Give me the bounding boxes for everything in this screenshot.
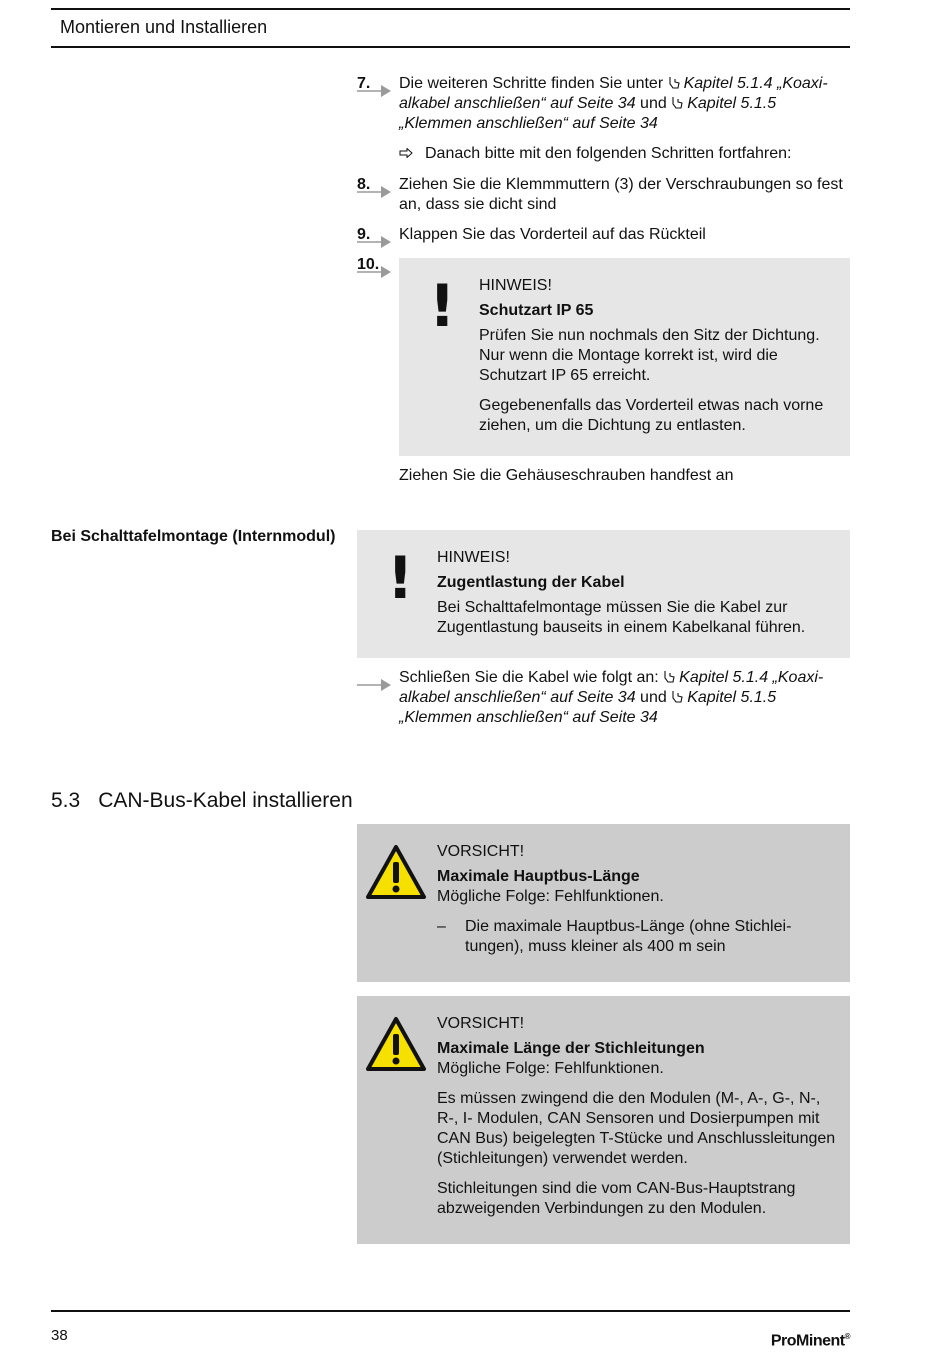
- link-koaxialkabel[interactable]: Kapitel 5.1.4 „Koaxialkabel anschließen“ auf Seite 34: [399, 669, 824, 706]
- caution-content: [437, 1014, 836, 1219]
- caution-paragraph: Stichleitungen sind die vom CAN-Bus-Hauptstrang abzweigenden Verbindungen zu den Modulen.: [437, 1180, 796, 1217]
- step-7-and: und: [635, 95, 672, 112]
- caution-title: Maximale Hauptbus-Länge: [437, 868, 640, 885]
- step-number-10: 10.: [357, 256, 380, 273]
- link-klemmen[interactable]: Kapitel 5.1.5 „Klemmen anschließen“ auf Seite 34: [399, 689, 777, 726]
- caution-box-stub-lines: [357, 996, 850, 1244]
- dash-bullet: –: [437, 918, 446, 935]
- notice-title: Zugentlastung der Kabel: [437, 574, 625, 591]
- step-7-result-text: Danach bitte mit den folgenden Schritten fortfahren:: [425, 145, 792, 162]
- header-bottom-rule: [51, 46, 850, 48]
- notice-box-ip65: [399, 258, 850, 456]
- step-7-intro: Die weiteren Schritte finden Sie unter: [399, 75, 668, 92]
- caution-list-text: Die maximale Hauptbus-Länge (ohne Stichleitungen), muss kleiner als 400 m sein: [465, 918, 792, 955]
- step-number-9: 9.: [357, 226, 371, 243]
- link-hand-icon: [668, 76, 680, 89]
- brand-registered-mark: ®: [844, 1332, 850, 1341]
- notice-content: [479, 276, 836, 436]
- section-number: 5.3: [51, 789, 81, 812]
- step-10-after-text: Ziehen Sie die Gehäuseschrauben handfest an: [399, 467, 734, 484]
- step-9-text: Klappen Sie das Vorderteil auf das Rückteil: [399, 226, 706, 243]
- link-hand-icon: [671, 690, 683, 703]
- step-7-text: [399, 74, 851, 134]
- brand-logo: [771, 1327, 850, 1351]
- warning-triangle-icon: [365, 844, 427, 900]
- caution-consequence: Mögliche Folge: Fehlfunktionen.: [437, 888, 664, 905]
- notice-content: [437, 548, 836, 638]
- section-heading: [51, 788, 353, 814]
- link-klemmen[interactable]: Kapitel 5.1.5 „Klemmen anschließen“ auf Seite 34: [399, 95, 777, 132]
- warning-triangle-icon: [365, 1016, 427, 1072]
- link-hand-icon: [663, 670, 675, 683]
- caution-paragraph: Es müssen zwingend die den Modulen (M-, A-, G-, N-, R-, I- Modulen, CAN Sensoren und Dosierpumpen mit CAN Bus) beigelegten T-Stücke und Anschlussleitungen (Stichleitungen) verwendet werden.: [437, 1090, 836, 1167]
- panel-instruction-text: [399, 668, 851, 728]
- notice-paragraph: Prüfen Sie nun nochmals den Sitz der Dichtung. Nur wenn die Montage korrekt ist, wird die Schutzart IP 65 erreicht.: [479, 327, 820, 384]
- step-number-8: 8.: [357, 176, 371, 193]
- step-arrow-icon: [357, 266, 391, 278]
- step-arrow-icon: [357, 236, 391, 248]
- notice-title: Schutzart IP 65: [479, 302, 594, 319]
- notice-paragraph: Bei Schalttafelmontage müssen Sie die Kabel zur Zugentlastung bauseits in einem Kabelkanal führen.: [437, 599, 806, 636]
- caution-box-main-bus: [357, 824, 850, 982]
- step-number-7: 7.: [357, 75, 371, 92]
- link-koaxialkabel[interactable]: Kapitel 5.1.4 „Koaxialkabel anschließen“ auf Seite 34: [399, 75, 828, 112]
- notice-signal: HINWEIS!: [479, 277, 552, 294]
- step-arrow-icon: [357, 679, 391, 691]
- step-arrow-icon: [357, 186, 391, 198]
- step-8-text: Ziehen Sie die Klemmmuttern (3) der Verschraubungen so fest an, dass sie dicht sind: [399, 176, 843, 213]
- step-arrow-icon: [357, 85, 391, 97]
- notice-signal: HINWEIS!: [437, 549, 510, 566]
- caution-content: [437, 842, 836, 957]
- caution-signal: VORSICHT!: [437, 843, 525, 860]
- brand-name: ProMinent: [770, 1332, 845, 1350]
- panel-instruction-and: und: [635, 689, 672, 706]
- link-hand-icon: [671, 96, 683, 109]
- caution-title: Maximale Länge der Stichleitungen: [437, 1040, 705, 1057]
- panel-instruction-intro: Schließen Sie die Kabel wie folgt an:: [399, 669, 664, 686]
- page-header-title: Montieren und Installieren: [60, 17, 268, 37]
- footer-rule: [51, 1310, 850, 1312]
- caution-signal: VORSICHT!: [437, 1015, 525, 1032]
- exclamation-icon: !: [429, 272, 456, 340]
- notice-paragraph: Gegebenenfalls das Vorderteil etwas nach vorne ziehen, um die Dichtung zu entlasten.: [479, 397, 824, 434]
- step-7-result: [399, 144, 851, 164]
- notice-box-strain-relief: [357, 530, 850, 658]
- section-title: CAN-Bus-Kabel installieren: [98, 789, 353, 812]
- exclamation-icon: !: [387, 544, 414, 612]
- side-label-panel-mounting: Bei Schalttafelmontage (Internmodul): [51, 528, 336, 545]
- page-number: 38: [51, 1327, 68, 1344]
- header-top-rule: [51, 8, 850, 10]
- caution-list-item: [437, 917, 836, 957]
- caution-consequence: Mögliche Folge: Fehlfunktionen.: [437, 1060, 664, 1077]
- result-arrow-icon: [399, 148, 413, 158]
